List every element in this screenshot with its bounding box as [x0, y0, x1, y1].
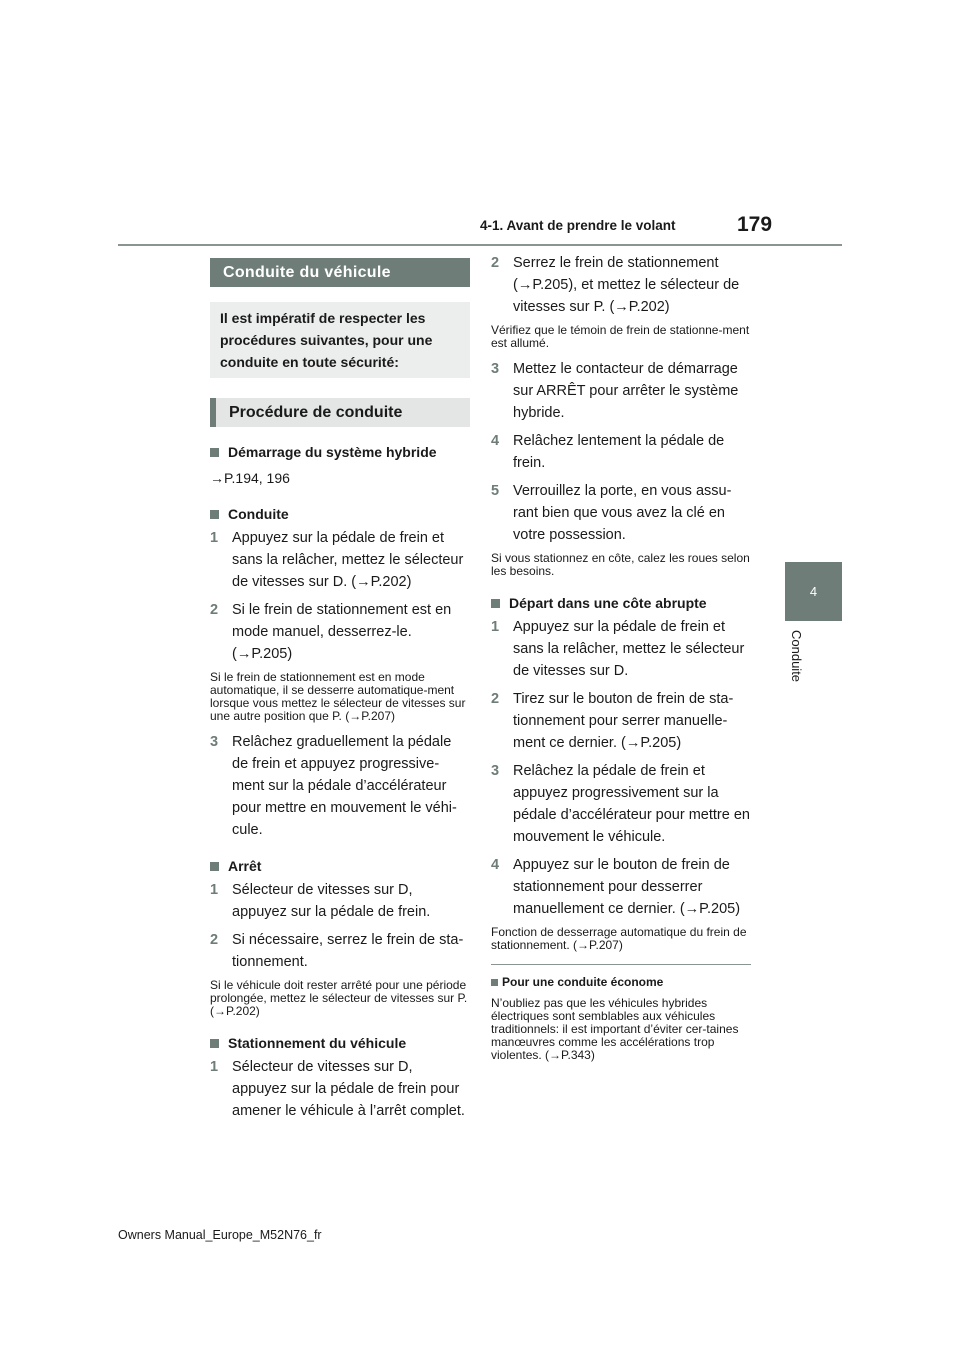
heading-drive: [210, 503, 470, 525]
step-text: Si le frein de stationnement est en mode manuel, desserrez-le. (→P.205): [232, 602, 452, 662]
step-number: 4: [491, 857, 500, 873]
header-rule: [118, 244, 842, 246]
step-hill-3: [491, 760, 751, 848]
step-text: Mettez le contacteur de démarrage sur ARRÊT pour arrêter le système hybride.: [513, 361, 739, 421]
step-text: Si nécessaire, serrez le frein de sta-tionnement.: [232, 932, 464, 970]
step-park-1: [210, 1056, 470, 1122]
step-number: 3: [210, 734, 219, 750]
heading-start-label: Démarrage du système hybride: [228, 444, 437, 460]
step-park-5: [491, 480, 751, 546]
step-text: Appuyez sur la pédale de frein et sans la relâcher, mettez le sélecteur de vitesses sur D.: [513, 619, 745, 679]
square-bullet-icon: [210, 510, 219, 519]
step-number: 5: [491, 483, 500, 499]
step-park-2: [491, 252, 751, 318]
heading-start: [210, 441, 470, 463]
step-text: Appuyez sur la pédale de frein et sans la relâcher, mettez le sélecteur de vitesses sur D. (→P.202): [232, 530, 464, 590]
tip-heading: [491, 971, 751, 993]
step-text: Tirez sur le bouton de frein de sta-tionnement pour serrer manuelle-ment ce dernier. (→P.205): [513, 691, 734, 751]
tip-text: N’oubliez pas que les véhicules hybrides électriques sont semblables aux véhicules traditionnels: il est important d’éviter cer-taines manœuvres comme les accélérations trop violentes. (→P.343): [491, 996, 739, 1062]
step-number: 3: [491, 361, 500, 377]
step-stop-2: [210, 929, 470, 973]
note-park-1: Vérifiez que le témoin de frein de stationne-ment est allumé.: [491, 323, 750, 350]
ref-start: →P.194, 196: [210, 470, 290, 486]
step-number: 3: [491, 763, 500, 779]
square-bullet-icon: [491, 979, 498, 986]
step-park-3: [491, 358, 751, 424]
step-hill-1: [491, 616, 751, 682]
note-drive: Si le frein de stationnement est en mode automatique, il se desserre automatique-ment lorsque vous mettez le sélecteur de vitesses sur une autre position que P. (→P.207): [210, 670, 466, 723]
page-number: 179: [737, 213, 773, 236]
step-number: 1: [210, 1059, 219, 1075]
step-park-4: [491, 430, 751, 474]
step-hill-2: [491, 688, 751, 754]
step-drive-3: [210, 731, 470, 841]
square-bullet-icon: [210, 862, 219, 871]
heading-stop-label: Arrêt: [228, 858, 262, 874]
heading-hill: [491, 592, 751, 614]
step-text: Serrez le frein de stationnement (→P.205), et mettez le sélecteur de vitesses sur P. (→P.202): [513, 255, 740, 315]
note-hill: Fonction de desserrage automatique du frein de stationnement. (→P.207): [491, 925, 747, 952]
left-column: [210, 258, 470, 1122]
step-text: Relâchez graduellement la pédale de frein et appuyez progressive-ment sur la pédale d’accélérateur pour mettre en mouvement le véhi-cule.: [232, 734, 457, 838]
step-text: Appuyez sur le bouton de frein de stationnement pour desserrer manuellement ce dernier. (→P.205): [513, 857, 741, 917]
step-text: Relâchez la pédale de frein et appuyez progressivement sur la pédale d’accélérateur pour mettre en mouvement le véhicule.: [513, 763, 750, 845]
step-text: Sélecteur de vitesses sur D, appuyez sur la pédale de frein.: [232, 882, 431, 920]
heading-stop: [210, 855, 470, 877]
chapter-tab: 4: [785, 562, 842, 621]
heading-drive-label: Conduite: [228, 506, 289, 522]
heading-park: [210, 1032, 470, 1054]
section-header: 4-1. Avant de prendre le volant: [480, 218, 676, 233]
heading-hill-label: Départ dans une côte abrupte: [509, 595, 707, 611]
step-drive-1: [210, 527, 470, 593]
footer-doc-id: Owners Manual_Europe_M52N76_fr: [118, 1228, 322, 1242]
step-number: 1: [210, 530, 219, 546]
right-column: [491, 252, 751, 1062]
tip-heading-label: Pour une conduite économe: [502, 975, 664, 989]
intro-box: Il est impératif de respecter les procédures suivantes, pour une conduite en toute sécurité:: [210, 302, 470, 378]
square-bullet-icon: [491, 599, 500, 608]
step-hill-4: [491, 854, 751, 920]
step-number: 2: [210, 602, 219, 618]
step-text: Verrouillez la porte, en vous assu-rant bien que vous avez la clé en votre possession.: [513, 483, 732, 543]
step-number: 2: [210, 932, 219, 948]
step-stop-1: [210, 879, 470, 923]
step-number: 2: [491, 255, 500, 271]
step-number: 2: [491, 691, 500, 707]
chapter-label: Conduite: [789, 630, 804, 683]
note-park-2: Si vous stationnez en côte, calez les roues selon les besoins.: [491, 551, 750, 578]
square-bullet-icon: [210, 448, 219, 457]
step-drive-2: [210, 599, 470, 665]
step-number: 4: [491, 433, 500, 449]
section-title-main: Conduite du véhicule: [210, 258, 470, 287]
step-number: 1: [491, 619, 500, 635]
square-bullet-icon: [210, 1039, 219, 1048]
heading-park-label: Stationnement du véhicule: [228, 1035, 407, 1051]
section-title-sub: Procédure de conduite: [210, 398, 470, 427]
step-text: Sélecteur de vitesses sur D, appuyez sur la pédale de frein pour amener le véhicule à l’arrêt complet.: [232, 1059, 465, 1119]
step-number: 1: [210, 882, 219, 898]
tip-divider: [491, 964, 751, 965]
step-text: Relâchez lentement la pédale de frein.: [513, 433, 725, 471]
note-stop: Si le véhicule doit rester arrêté pour une période prolongée, mettez le sélecteur de vitesses sur P. (→P.202): [210, 978, 468, 1018]
